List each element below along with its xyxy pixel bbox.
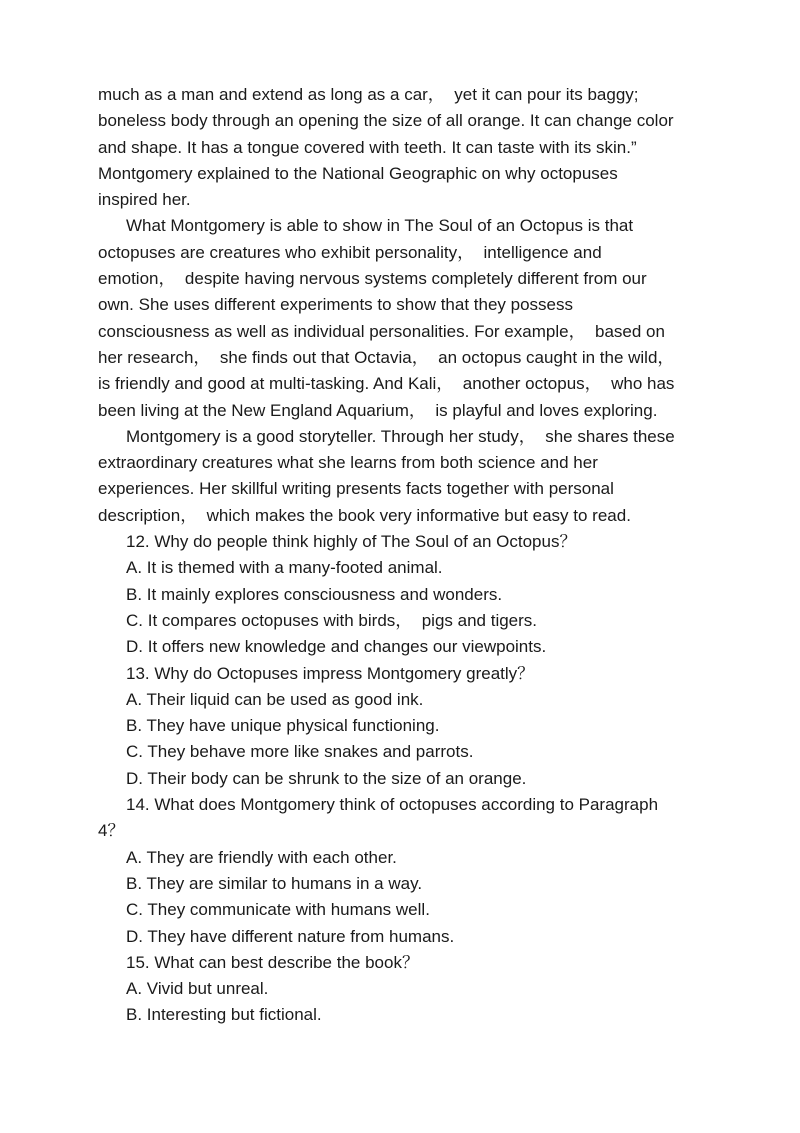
answer-option: A. Their liquid can be used as good ink. [126, 689, 424, 709]
passage-line: much as a man and extend as long as a car， yet it can pour its baggy; [98, 85, 639, 104]
passage-line: Montgomery explained to the National Geographic on why octopuses [98, 163, 618, 183]
answer-option: A. They are friendly with each other. [126, 847, 397, 867]
question-stem: 15. What can best describe the book？ [126, 952, 419, 972]
passage-line: What Montgomery is able to show in The Soul of an Octopus is that [126, 216, 634, 236]
answer-option: B. Interesting but fictional. [126, 1005, 322, 1025]
passage-line: description， which makes the book very informative but easy to read. [98, 505, 631, 525]
passage-line: experiences. Her skillful writing presents facts together with personal [98, 479, 614, 499]
answer-option: D. They have different nature from humans. [126, 926, 455, 946]
answer-option: C. They behave more like snakes and parrots. [126, 742, 474, 762]
passage-line: inspired her. [98, 190, 191, 210]
answer-option: B. They have unique physical functioning. [126, 716, 440, 736]
answer-option: A. It is themed with a many-footed animal. [126, 558, 443, 578]
question-stem-continuation: 4？ [98, 821, 125, 841]
passage-line: been living at the New England Aquarium， is playful and loves exploring. [98, 400, 658, 420]
passage-line: extraordinary creatures what she learns from both science and her [98, 453, 598, 473]
document-page [98, 82, 698, 1029]
passage-line: is friendly and good at multi-tasking. And Kali， another octopus， who has [98, 374, 675, 394]
answer-option: C. It compares octopuses with birds， pigs and tigers. [126, 610, 538, 630]
answer-option: D. Their body can be shrunk to the size of an orange. [126, 768, 527, 788]
question-stem: 12. Why do people think highly of The Soul of an Octopus？ [126, 532, 577, 552]
answer-option: C. They communicate with humans well. [126, 900, 430, 920]
answer-option: A. Vivid but unreal. [126, 979, 269, 999]
passage-line: consciousness as well as individual personalities. For example， based on [98, 321, 665, 341]
answer-option: B. It mainly explores consciousness and wonders. [126, 584, 503, 604]
passage-line: Montgomery is a good storyteller. Through her study， she shares these [126, 426, 675, 446]
passage-line: own. She uses different experiments to show that they possess [98, 295, 574, 315]
passage-line: her research， she finds out that Octavia， an octopus caught in the wild， [98, 347, 675, 367]
answer-option: B. They are similar to humans in a way. [126, 873, 423, 893]
passage-line: octopuses are creatures who exhibit personality， intelligence and [98, 242, 602, 262]
passage-line: and shape. It has a tongue covered with teeth. It can taste with its skin.” [98, 137, 637, 157]
question-stem: 13. Why do Octopuses impress Montgomery greatly？ [126, 663, 535, 683]
passage-line: emotion， despite having nervous systems completely different from our [98, 269, 647, 289]
passage-line: boneless body through an opening the size of all orange. It can change color [98, 111, 674, 131]
answer-option: D. It offers new knowledge and changes our viewpoints. [126, 637, 547, 657]
question-stem: 14. What does Montgomery think of octopuses according to Paragraph [126, 795, 659, 815]
